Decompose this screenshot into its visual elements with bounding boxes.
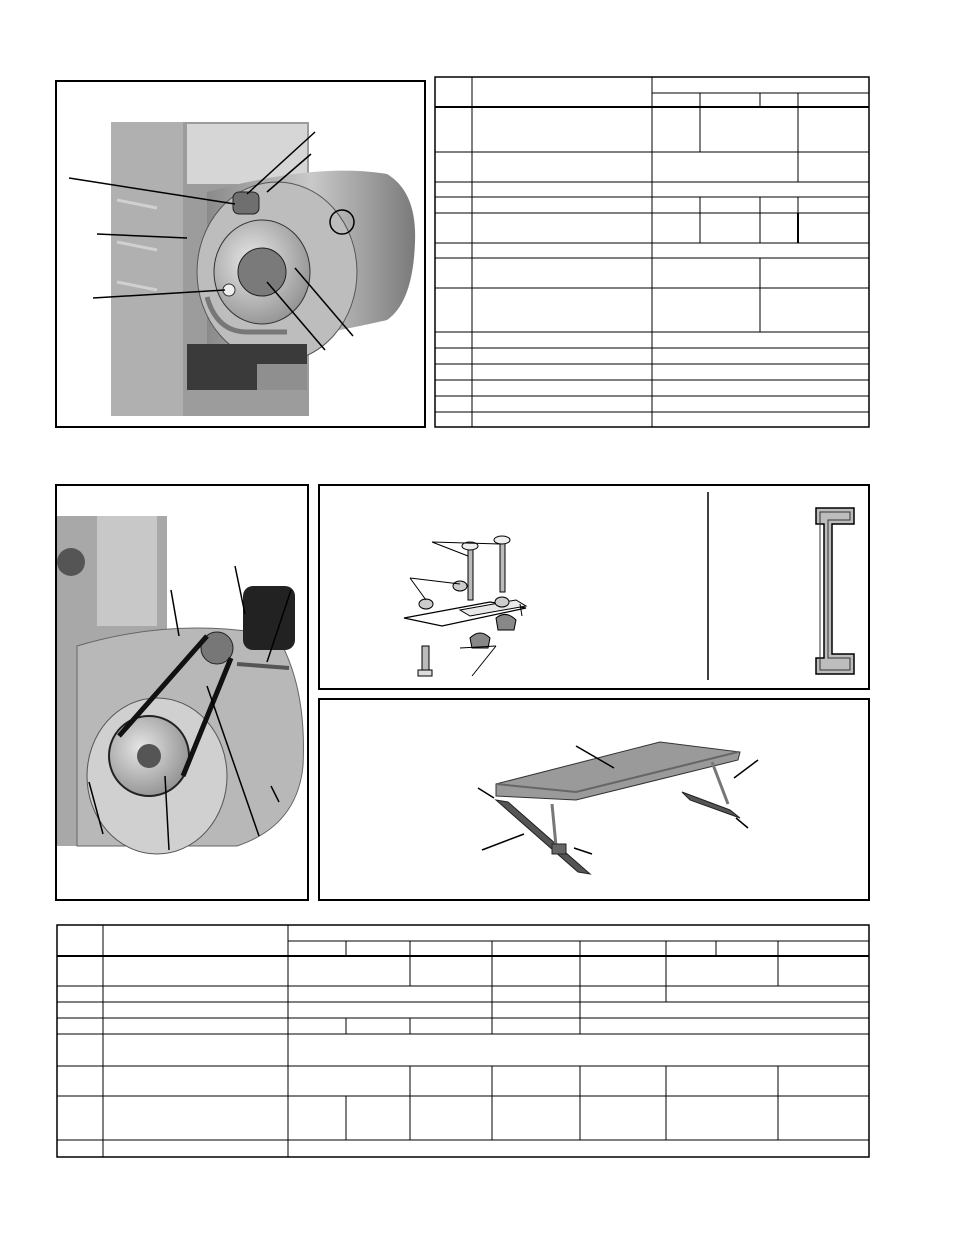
belt-drive-spec-table — [56, 924, 870, 1158]
hex-nut — [419, 599, 433, 609]
flue-port — [57, 548, 85, 576]
direct-drive-blower-figure — [55, 80, 426, 428]
rail-side-bracket — [496, 800, 590, 874]
capacitor — [233, 192, 259, 214]
belt-drive-motor — [243, 586, 295, 650]
spec-table-grid — [434, 76, 870, 428]
hex-nut — [495, 597, 509, 607]
cabinet-side — [111, 122, 183, 416]
rail-side-bracket-right — [682, 792, 740, 818]
belt-drive-blower-figure — [55, 484, 309, 901]
hardware-illustration — [320, 486, 868, 688]
motor-mounting-rail — [496, 742, 740, 800]
motor-rail-figure — [318, 698, 870, 901]
spacer — [496, 614, 516, 630]
adjusting-nut — [552, 844, 566, 854]
hex-nut — [453, 581, 467, 591]
carriage-bolt — [500, 542, 505, 592]
bottom-table-grid — [56, 924, 870, 1158]
gas-valve — [257, 364, 307, 390]
adjusting-rod — [712, 762, 728, 804]
spacer — [470, 633, 490, 648]
cabinet-opening — [97, 516, 157, 626]
pulley-hub — [137, 744, 161, 768]
support-bracket — [816, 508, 854, 674]
motor-rail-illustration — [320, 700, 868, 899]
belt-drive-blower-illustration — [57, 486, 307, 899]
adjusting-rod — [552, 804, 556, 846]
hardware-and-bracket-figure — [318, 484, 870, 690]
motor-hub — [238, 248, 286, 296]
direct-drive-blower-illustration — [57, 82, 424, 426]
carriage-bolt — [468, 548, 473, 600]
lower-bolt — [422, 646, 429, 670]
direct-drive-spec-table — [434, 76, 870, 428]
